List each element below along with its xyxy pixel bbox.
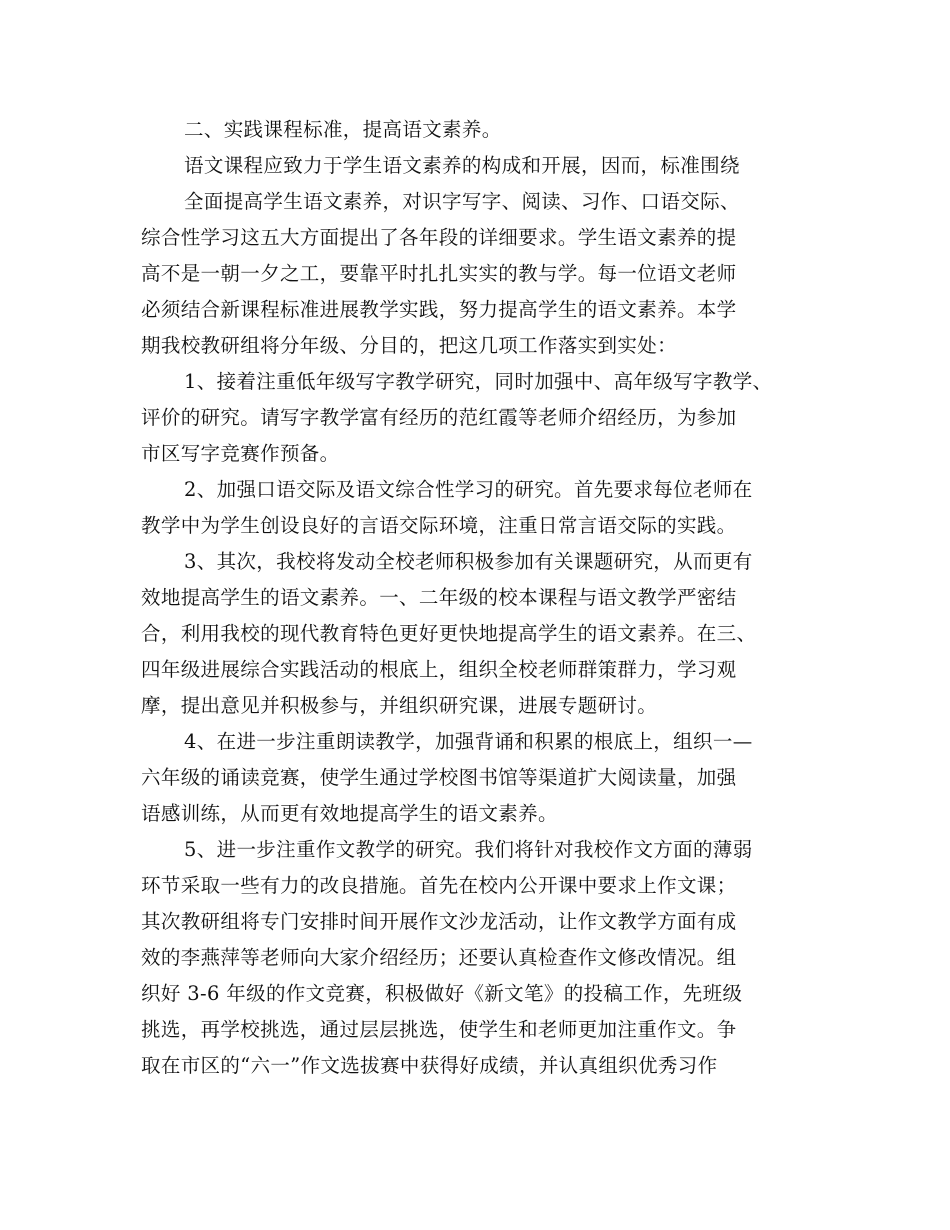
item-3-line: 效地提高学生的语文素养。一、二年级的校本课程与语文教学严密结 [141,586,737,609]
item-3-line: 四年级进展综合实践活动的根底上，组织全校老师群策群力，学习观 [141,658,737,681]
paragraph-line: 高不是一朝一夕之工，要靠平时扎扎实实的教与学。每一位语文老师 [141,262,737,285]
paragraph-line: 语文课程应致力于学生语文素养的构成和开展，因而，标准围绕 [184,154,740,177]
item-5-line: 5、进一步注重作文教学的研究。我们将针对我校作文方面的薄弱 [184,838,753,861]
item-3-line: 合，利用我校的现代教育特色更好更快地提高学生的语文素养。在三、 [141,622,757,645]
item-5-line: 环节采取一些有力的改良措施。首先在校内公开课中要求上作文课； [141,874,737,897]
item-4-line: 六年级的诵读竞赛，使学生通过学校图书馆等渠道扩大阅读量，加强 [141,766,737,789]
item-1-line: 1、接着注重低年级写字教学研究，同时加强中、高年级写字教学、 [184,370,773,393]
item-5-line: 取在市区的“六一”作文选拔赛中获得好成绩，并认真组织优秀习作 [141,1054,718,1077]
section-heading: 二、实践课程标准，提高语文素养。 [184,118,502,141]
paragraph-line: 综合性学习这五大方面提出了各年段的详细要求。学生语文素养的提 [141,226,737,249]
item-1-line: 评价的研究。请写字教学富有经历的范红霞等老师介绍经历，为参加 [141,406,737,429]
item-2-line: 2、加强口语交际及语文综合性学习的研究。首先要求每位老师在 [184,478,753,501]
item-5-line: 织好 3-6 年级的作文竞赛，积极做好《新文笔》的投稿工作，先班级 [141,982,743,1005]
item-5-line: 挑选，再学校挑选，通过层层挑选，使学生和老师更加注重作文。争 [141,1018,737,1041]
item-3-line: 3、其次，我校将发动全校老师积极参加有关课题研究，从而更有 [184,550,753,573]
item-5-line: 效的李燕萍等老师向大家介绍经历；还要认真检查作文修改情况。组 [141,946,737,969]
paragraph-line: 必须结合新课程标准进展教学实践，努力提高学生的语文素养。本学 [141,298,737,321]
item-2-line: 教学中为学生创设良好的言语交际环境，注重日常言语交际的实践。 [141,514,737,537]
item-4-line: 4、在进一步注重朗读教学，加强背诵和积累的根底上，组织一— [184,730,753,753]
item-1-line: 市区写字竞赛作预备。 [141,442,340,465]
item-4-line: 语感训练，从而更有效地提高学生的语文素养。 [141,802,558,825]
item-3-line: 摩，提出意见并积极参与，并组织研究课，进展专题研讨。 [141,694,658,717]
paragraph-line: 期我校教研组将分年级、分目的，把这几项工作落实到实处： [141,334,677,357]
item-5-line: 其次教研组将专门安排时间开展作文沙龙活动，让作文教学方面有成 [141,910,737,933]
paragraph-line: 全面提高学生语文素养，对识字写字、阅读、习作、口语交际、 [184,190,740,213]
